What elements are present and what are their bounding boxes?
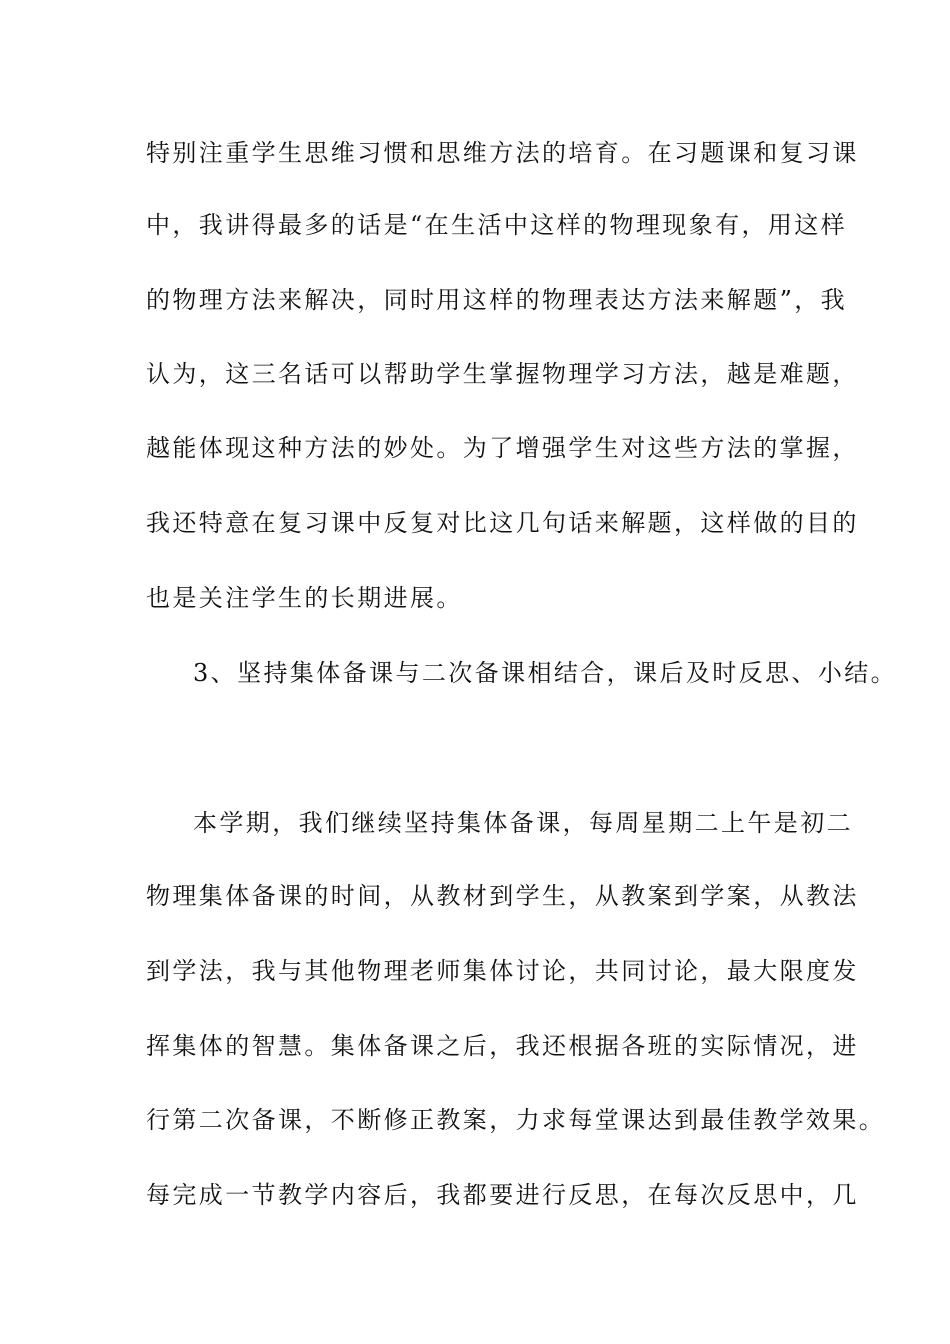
section-heading: 3、坚持集体备课与二次备课相结合，课后及时反思、小结。 — [193, 659, 898, 687]
text-line: 也是关注学生的长期进展。 — [146, 584, 463, 612]
text-line: 我还特意在复习课中反复对比这几句话来解题，这样做的目的 — [146, 509, 859, 537]
text-line: 越能体现这种方法的妙处。为了增强学生对这些方法的掌握， — [146, 434, 859, 462]
text-line: 认为，这三名话可以帮助学生掌握物理学习方法，越是难题， — [146, 360, 859, 388]
text-line: 特别注重学生思维习惯和思维方法的培育。在习题课和复习课 — [146, 139, 859, 167]
text-line: 的物理方法来解决，同时用这样的物理表达方法来解题”，我 — [146, 286, 848, 314]
text-line: 挥集体的智慧。集体备课之后，我还根据各班的实际情况，进 — [146, 1032, 859, 1060]
text-line: 行第二次备课，不断修正教案，力求每堂课达到最佳教学效果。 — [146, 1106, 886, 1134]
text-line: 到学法，我与其他物理老师集体讨论，共同讨论，最大限度发 — [146, 957, 859, 985]
text-line: 中，我讲得最多的话是“在生活中这样的物理现象有，用这样 — [146, 211, 848, 239]
text-line: 本学期，我们继续坚持集体备课，每周星期二上午是初二 — [193, 809, 853, 837]
text-line: 每完成一节教学内容后，我都要进行反思，在每次反思中，几 — [146, 1181, 859, 1209]
text-line: 物理集体备课的时间，从教材到学生，从教案到学案，从教法 — [146, 882, 859, 910]
